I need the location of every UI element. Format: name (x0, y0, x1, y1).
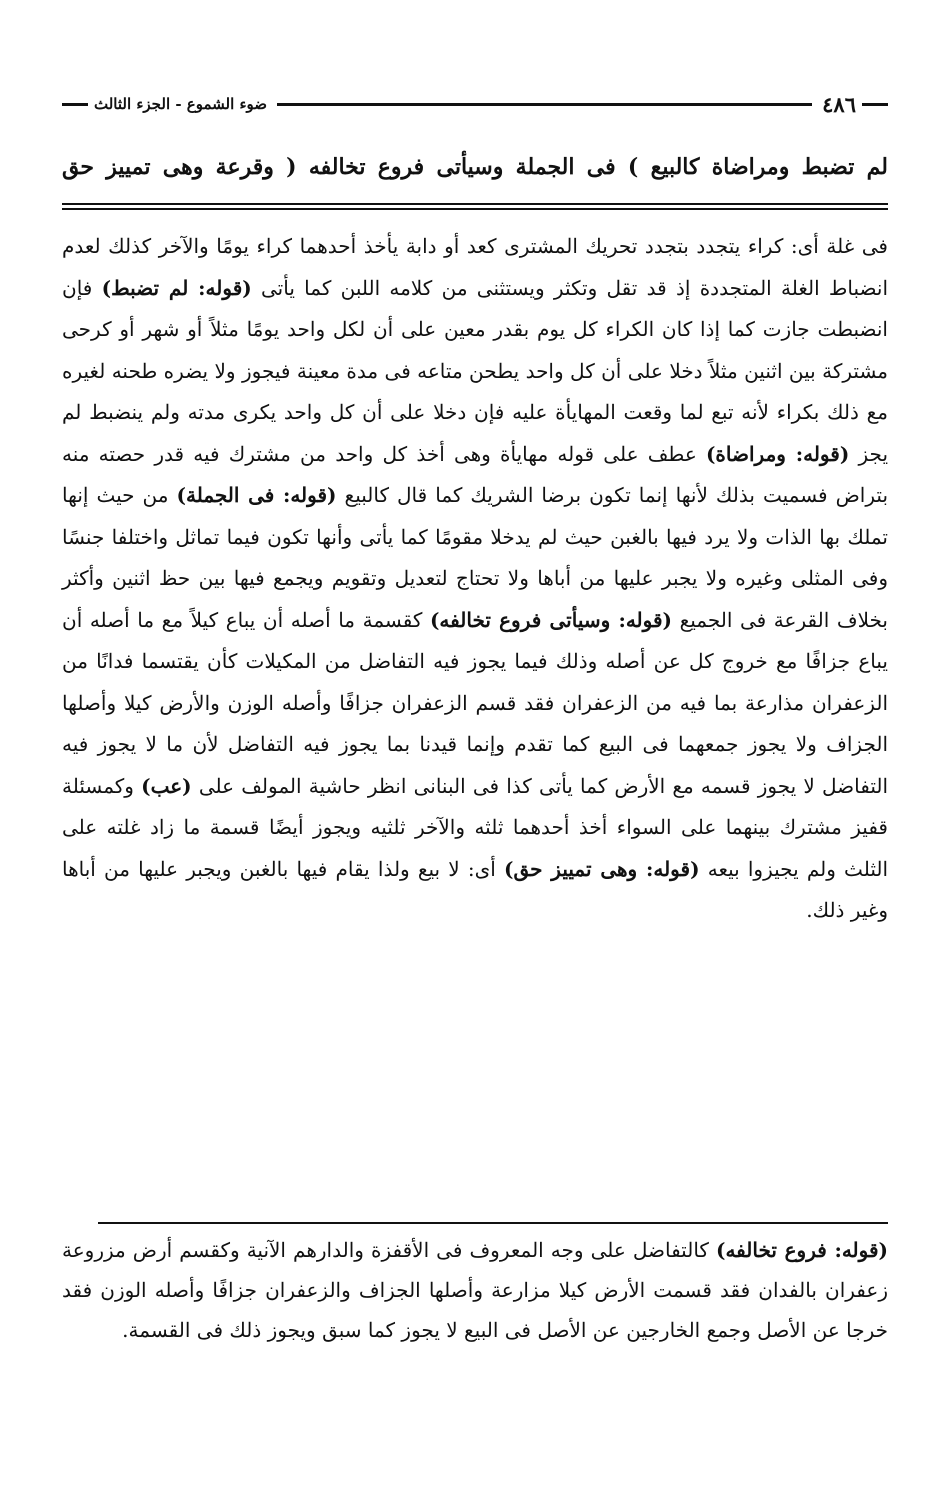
qawluh-lemma: (قوله: لم تضبط) (101, 275, 252, 300)
text-run: أى: لا بيع ولذا يقام فيها بالغبن ويجبر عليها من أباها وغير ذلك. (62, 856, 888, 922)
header-dash-end (62, 103, 88, 106)
text-run: من حيث إنها تملك بها الذات ولا يرد فيها بالغبن حيث لم يدخلا مقومًا كما يأتى وأنها تكون فيما تماثل واختلفا جنسًا وفى المثلى وغيره ولا يجبر عليها من أباها ولا تحتاج لتعديل وتقويم ويجمع فيها بين حظ اثنين وأكثر بخلاف القرعة فى الجميع (62, 483, 888, 632)
header-rule (277, 103, 812, 106)
text-run: عطف على قوله مهايأة وهى أخذ كل واحد من مشترك فيه قدر حصته منه بتراض فسميت بذلك لأنها إنما تكون برضا الشريك كما قال كالبيع (62, 441, 889, 507)
page-number: ٤٨٦ (822, 91, 856, 117)
text-run: وكمسئلة قفيز مشترك بينهما على السواء أخذ أحدهما ثلثه والآخر ثلثيه ويجوز أيضًا قسمة ما زاد غلته على الثلث ولم يجيزوا بيعه (62, 773, 889, 881)
footnote-body (62, 1230, 888, 1350)
text-run: فى غلة أى: كراء يتجدد بتجدد تحريك المشترى كعد أو دابة يأخذ أحدهما كراء يومًا والآخر كذلك لعدم انضباط الغلة المتجددة إذ قد تقل وتكثر ويستثنى من كلامه اللبن كما يأتى (62, 234, 889, 300)
qawluh-lemma: (عب) (141, 773, 192, 798)
qawluh-lemma: (قوله: وهى تمييز حق) (504, 856, 700, 881)
commentary-paragraph (62, 226, 888, 932)
matn-rule-bottom (62, 208, 888, 210)
running-title: ضوء الشموع - الجزء الثالث (94, 95, 268, 113)
matn-rule-top (62, 203, 888, 205)
text-run: كقسمة ما أصله أن يباع كيلاً مع ما أصله أن يباع جزافًا مع خروج كل عن أصله وذلك فيما يجوز فيه التفاضل من المكيلات كأن يقتسما فدانًا من الزعفران مذارعة بما فيه من الزعفران فقد قسم الزعفران جزافًا وأصله الوزن والأرض كيلا وأصلها الجزاف ولا يجوز جمعهما فى البيع كما تقدم وإنما قيدنا بما يجوز فيه التفاضل لأن ما لا يجوز فيه التفاضل لا يجوز قسمه مع الأرض كما يأتى كذا فى البنانى انظر حاشية المولف على (62, 607, 888, 798)
qawluh-lemma: (قوله: فى الجملة) (176, 483, 337, 507)
header-dash (862, 103, 888, 106)
footnote-paragraph (62, 1230, 888, 1350)
qawluh-lemma: (قوله: ومراضاة) (705, 441, 850, 466)
matn-text: لم تضبط ومراضاة كالبيع ) فى الجملة وسيأتى فروع تخالفه ( وقرعة وهى تمييز حق (62, 154, 888, 180)
text-run: فإن انضبطت جازت كما إذا كان الكراء كل يوم بقدر معين على أن لكل واحد يومًا مثلاً أو شهر أو كرحى مشتركة بين اثنين مثلاً دخلا على أن كل واحد يطحن متاعه فى مدة معينة فيجوز ولا يضره طحنه لغيره مع ذلك بكراء لأنه تبع لما وقعت المهايأة عليه فإن دخلا على أن كل واحد يكرى مدته ولم ينضبط لم يجز (62, 275, 889, 466)
qawluh-lemma: (قوله: فروع تخالفه) (715, 1238, 888, 1262)
commentary-body (62, 226, 888, 932)
text-run: كالتفاضل على وجه المعروف فى الأقفزة والدارهم الآنية وكقسم أرض مزروعة زعفران بالفدان فقد قسمت الأرض كيلا مزارعة وأصلها الجزاف والزعفران جزافًا وأصله الوزن فقد خرجا عن الأصل وجمع الخارجين عن الأصل فى البيع لا يجوز كما سبق ويجوز ذلك فى القسمة. (62, 1238, 888, 1342)
running-header (62, 84, 888, 124)
footnote-rule (98, 1222, 888, 1224)
qawluh-lemma: (قوله: وسيأتى فروع تخالفه) (429, 607, 673, 632)
